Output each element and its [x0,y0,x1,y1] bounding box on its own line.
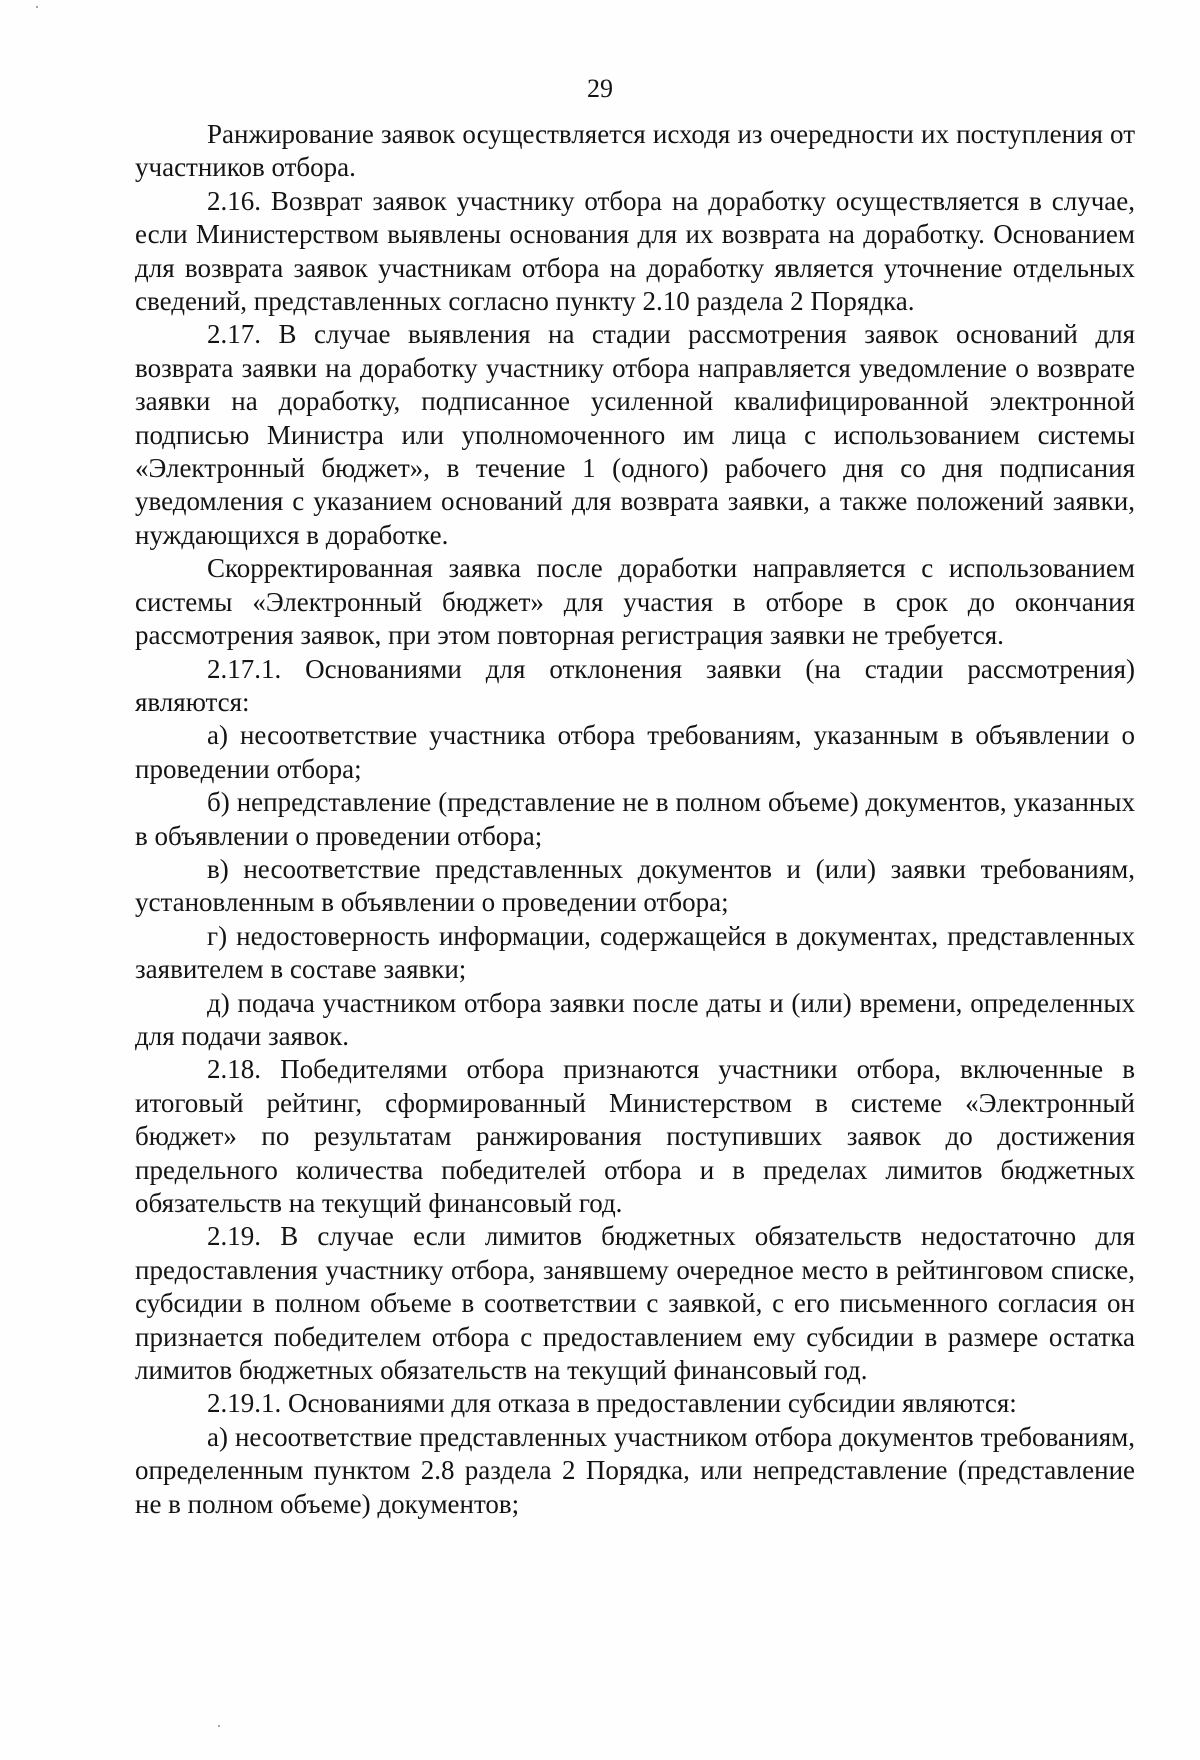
paragraph-2-19-1: 2.19.1. Основаниями для отказа в предоставлении субсидии являются: [207,1388,1017,1419]
paragraph-2-19: 2.19. В случае если лимитов бюджетных обязательств недостаточно для предоставления участнику отбора, занявшему очередное место в рейтинговом списке, субсидии в полном объеме в соответствии с заявкой, с его письменного согласия он признается победителем отбора с предоставлением ему субсидии в размере остатка лимитов бюджетных обязательств на текущий финансовый год. [135,1221,1135,1386]
paragraph-ranking: Ранжирование заявок осуществляется исходя из очередности их поступления от участников отбора. [135,119,1135,183]
paragraph-2-17: 2.17. В случае выявления на стадии рассмотрения заявок оснований для возврата заявки на доработку участнику отбора направляется уведомление о возврате заявки на доработку, подписанное усиленной квалифицированной электронной подписью Министра или уполномоченного им лица с использованием системы «Электронный бюджет», в течение 1 (одного) рабочего дня со дня подписания уведомления с указанием оснований для возврата заявки, а также положений заявки, нуждающихся в доработке. [135,319,1135,550]
scan-speck [36,6,38,8]
page-number: 29 [587,74,613,103]
scan-speck [218,1725,220,1727]
list-item-g: г) недостоверность информации, содержащейся в документах, представленных заявителем в составе заявки; [135,920,1135,985]
document-body [135,118,1135,1521]
paragraph-2-16: 2.16. Возврат заявок участнику отбора на доработку осуществляется в случае, если Министерством выявлены основания для их возврата на доработку. Основанием для возврата заявок участникам отбора на доработку является уточнение отдельных сведений, представленных согласно пункту 2.10 раздела 2 Порядка. [135,185,1135,317]
paragraph-2-17-1: 2.17.1. Основаниями для отклонения заявки (на стадии рассмотрения) являются: [135,653,1135,717]
paragraph-corrected-application: Скорректированная заявка после доработки направляется с использованием системы «Электронный бюджет» для участия в отборе в срок до окончания рассмотрения заявок, при этом повторная регистрация заявки не требуется. [135,553,1135,651]
list-item-v: в) несоответствие представленных документов и (или) заявки требованиям, установленным в объявлении о проведении отбора; [135,853,1135,918]
paragraph-2-18: 2.18. Победителями отбора признаются участники отбора, включенные в итоговый рейтинг, сформированный Министерством в системе «Электронный бюджет» по результатам ранжирования поступивших заявок до достижения предельного количества победителей отбора и в пределах лимитов бюджетных обязательств на текущий финансовый год. [135,1054,1135,1218]
list-item-refusal-a: а) несоответствие представленных участником отбора документов требованиям, определенным пунктом 2.8 раздела 2 Порядка, или непредставление (представление не в полном объеме) документов; [135,1421,1135,1519]
list-item-b: б) непредставление (представление не в полном объеме) документов, указанных в объявлении о проведении отбора; [135,787,1135,851]
list-item-d: д) подача участником отбора заявки после даты и (или) времени, определенных для подачи заявок. [135,987,1135,1051]
list-item-a: а) несоответствие участника отбора требованиям, указанным в объявлении о проведении отбора; [135,720,1135,784]
